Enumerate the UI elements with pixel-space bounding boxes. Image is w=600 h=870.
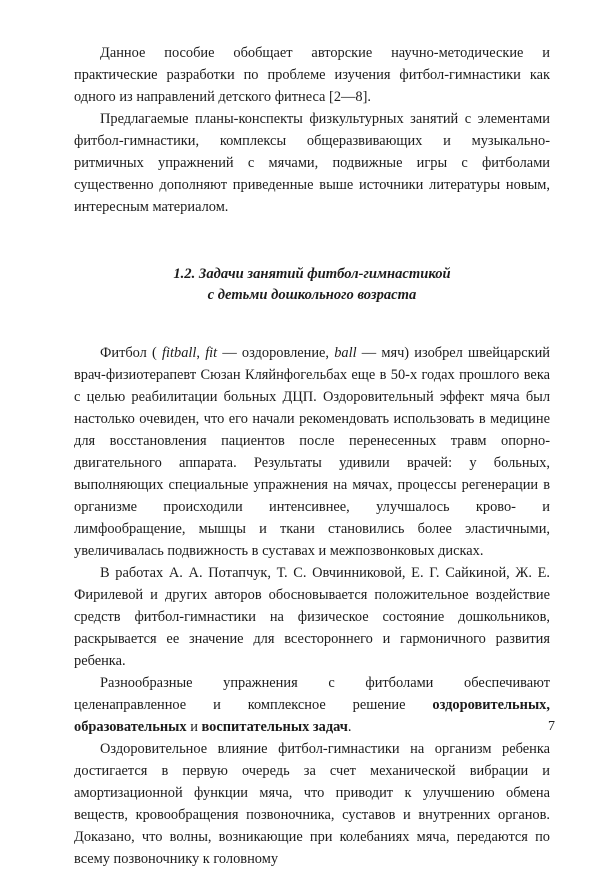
intro-paragraph-2: Предлагаемые планы-конспекты физкультурных занятий с элементами фитбол-гимнастики, комплексы общеразвивающих и музыкально-ритмичных упражнений с мячами, подвижные игры с фитболами существенно дополняют приведенные выше источники литературы новым, интересным материалом.: [74, 111, 550, 215]
p1-part-1: Фитбол (: [100, 345, 163, 361]
term-ball: ball: [334, 345, 357, 361]
term-fitball: fitball: [162, 345, 197, 361]
term-fit: fit: [205, 345, 218, 361]
body-paragraph-2: В работах А. А. Потапчук, Т. С. Овчинниковой, Е. Г. Сайкиной, Ж. Е. Фирилевой и других авторов обосновывается положительное воздействие средств фитбол-гимнастики на физическое состояние дошкольников, раскрывается ее значение для всестороннего и гармоничного развития ребенка.: [74, 565, 550, 669]
intro-paragraph-1: Данное пособие обобщает авторские научно-методические и практические разработки по проблеме изучения фитбол-гимнастики как одного из направлений детского фитнеса [2—8].: [74, 45, 550, 105]
section-heading-line-2: с детьми дошкольного возраста: [207, 287, 417, 303]
body-paragraph-1: [74, 342, 550, 562]
p3-part-1: Разнообразные упражнения с фитболами обеспечивают целенаправленное и комплексное решение: [74, 675, 550, 713]
p1-part-3: — мяч) изобрел швейцарский врач-физиотерапевт Сюзан Кляйнфогельбах еще в 50-х годах прошлого века с целью реабилитации больных ДЦП. Оздоровительный эффект мяча был настолько очевиден, что его начали рекомендовать использовать в медицине для восстановления пациентов после перенесенных травм опорно-двигательного аппарата. Результаты удивили врачей: у больных, выполняющих специальные упражнения на мячах, процессы регенерации в организме происходили интенсивнее, улучшалось крово- и лимфообращение, мышцы и ткани становились более эластичными, увеличивалась подвижность в суставах и межпозвонковых дисках.: [74, 345, 550, 559]
bold-upbringing: воспитательных задач: [201, 719, 348, 735]
section-heading: [74, 264, 550, 306]
p1-comma: ,: [196, 345, 206, 361]
bold-education: образовательных: [74, 719, 187, 735]
section-heading-line-1: 1.2. Задачи занятий фитбол-гимнастикой: [173, 266, 451, 282]
p1-part-2: — оздоровление,: [217, 345, 335, 361]
p3-separator-1: ,: [546, 697, 550, 713]
page-number: 7: [548, 719, 555, 734]
body-paragraph-4: Оздоровительное влияние фитбол-гимнастики на организм ребенка достигается в первую очередь за счет механической вибрации и амортизационной функции мяча, что приводит к улучшению обмена веществ, кровообращения позвоночника, суставов и внутренних органов. Доказано, что волны, возникающие при колебаниях мяча, передаются по всему позвоночнику к головному: [74, 741, 550, 867]
page-content: [74, 42, 550, 870]
p3-end: .: [347, 719, 352, 735]
bold-health: оздоровительных: [432, 697, 547, 713]
p3-separator-2: и: [186, 719, 202, 735]
body-paragraph-3: [74, 672, 550, 738]
